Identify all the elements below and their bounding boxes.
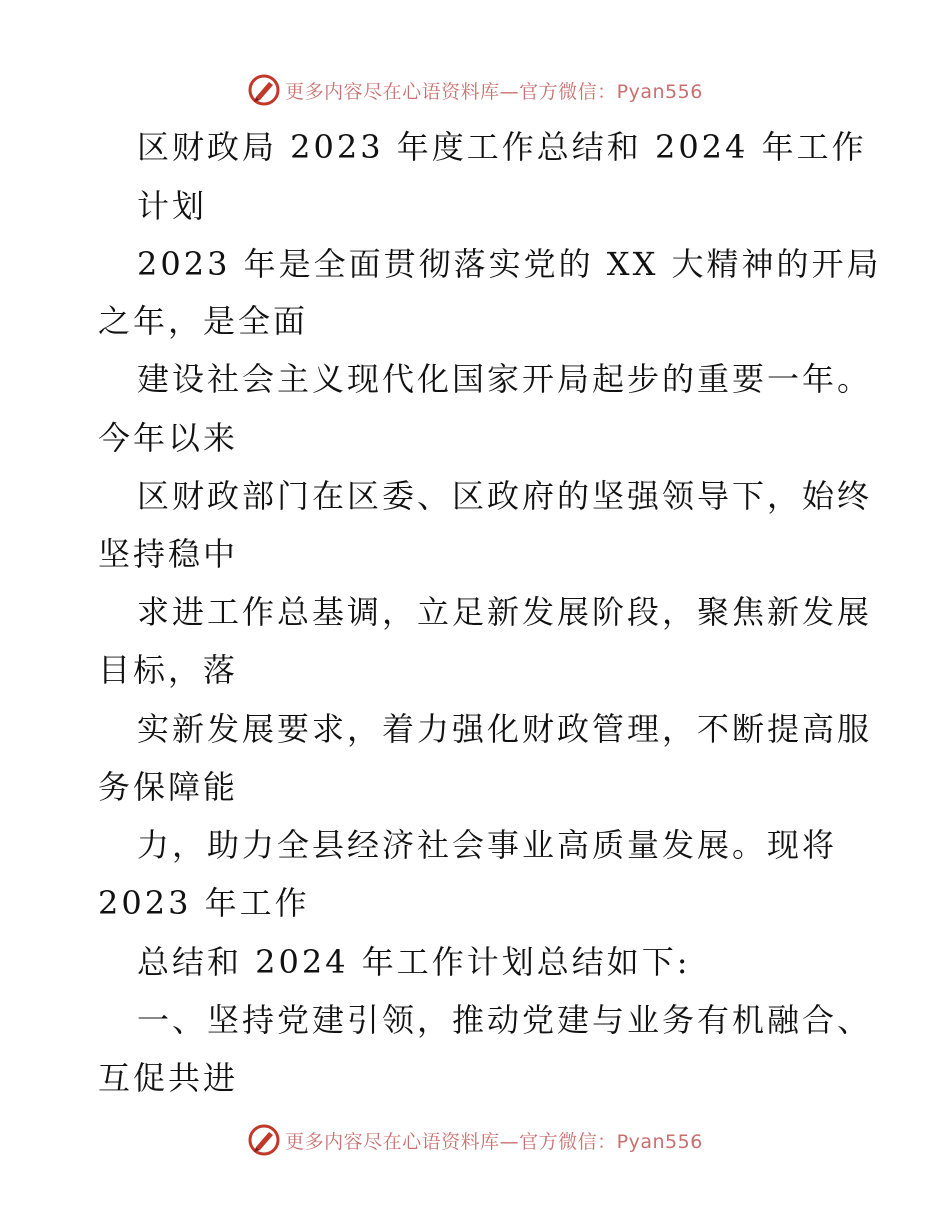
body-line: 今年以来 (98, 419, 239, 457)
watermark-text: 更多内容尽在心语资料库—官方微信：Pyan556 (285, 80, 703, 103)
watermark-text: 更多内容尽在心语资料库—官方微信：Pyan556 (285, 1130, 703, 1153)
section-heading-line-2: 互促共进 (98, 1059, 239, 1097)
body-line: 求进工作总基调，立足新发展阶段，聚焦新发展 (137, 593, 873, 631)
body-line: 总结和 2024 年工作计划总结如下: (137, 943, 691, 981)
title-line-2: 计划 (137, 187, 208, 225)
body-line: 实新发展要求，着力强化财政管理，不断提高服 (137, 710, 873, 748)
body-line: 之年，是全面 (98, 302, 309, 340)
body-line: 坚持稳中 (98, 535, 239, 573)
body-line: 2023 年是全面贯彻落实党的 XX 大精神的开局 (137, 245, 882, 283)
pen-logo-icon (247, 1123, 281, 1157)
body-line: 2023 年工作 (98, 884, 310, 922)
body-line: 力，助力全县经济社会事业高质量发展。现将 (137, 826, 838, 864)
section-heading-line-1: 一、坚持党建引领，推动党建与业务有机融合、 (137, 1001, 873, 1039)
footer-watermark (0, 1120, 950, 1160)
header-watermark (0, 70, 950, 110)
body-line: 区财政部门在区委、区政府的坚强领导下，始终 (137, 477, 873, 515)
body-line: 建设社会主义现代化国家开局起步的重要一年。 (137, 360, 873, 398)
body-line: 务保障能 (98, 768, 239, 806)
body-line: 目标，落 (98, 651, 239, 689)
title-line-1: 区财政局 2023 年度工作总结和 2024 年工作 (137, 128, 867, 166)
pen-logo-icon (247, 73, 281, 107)
